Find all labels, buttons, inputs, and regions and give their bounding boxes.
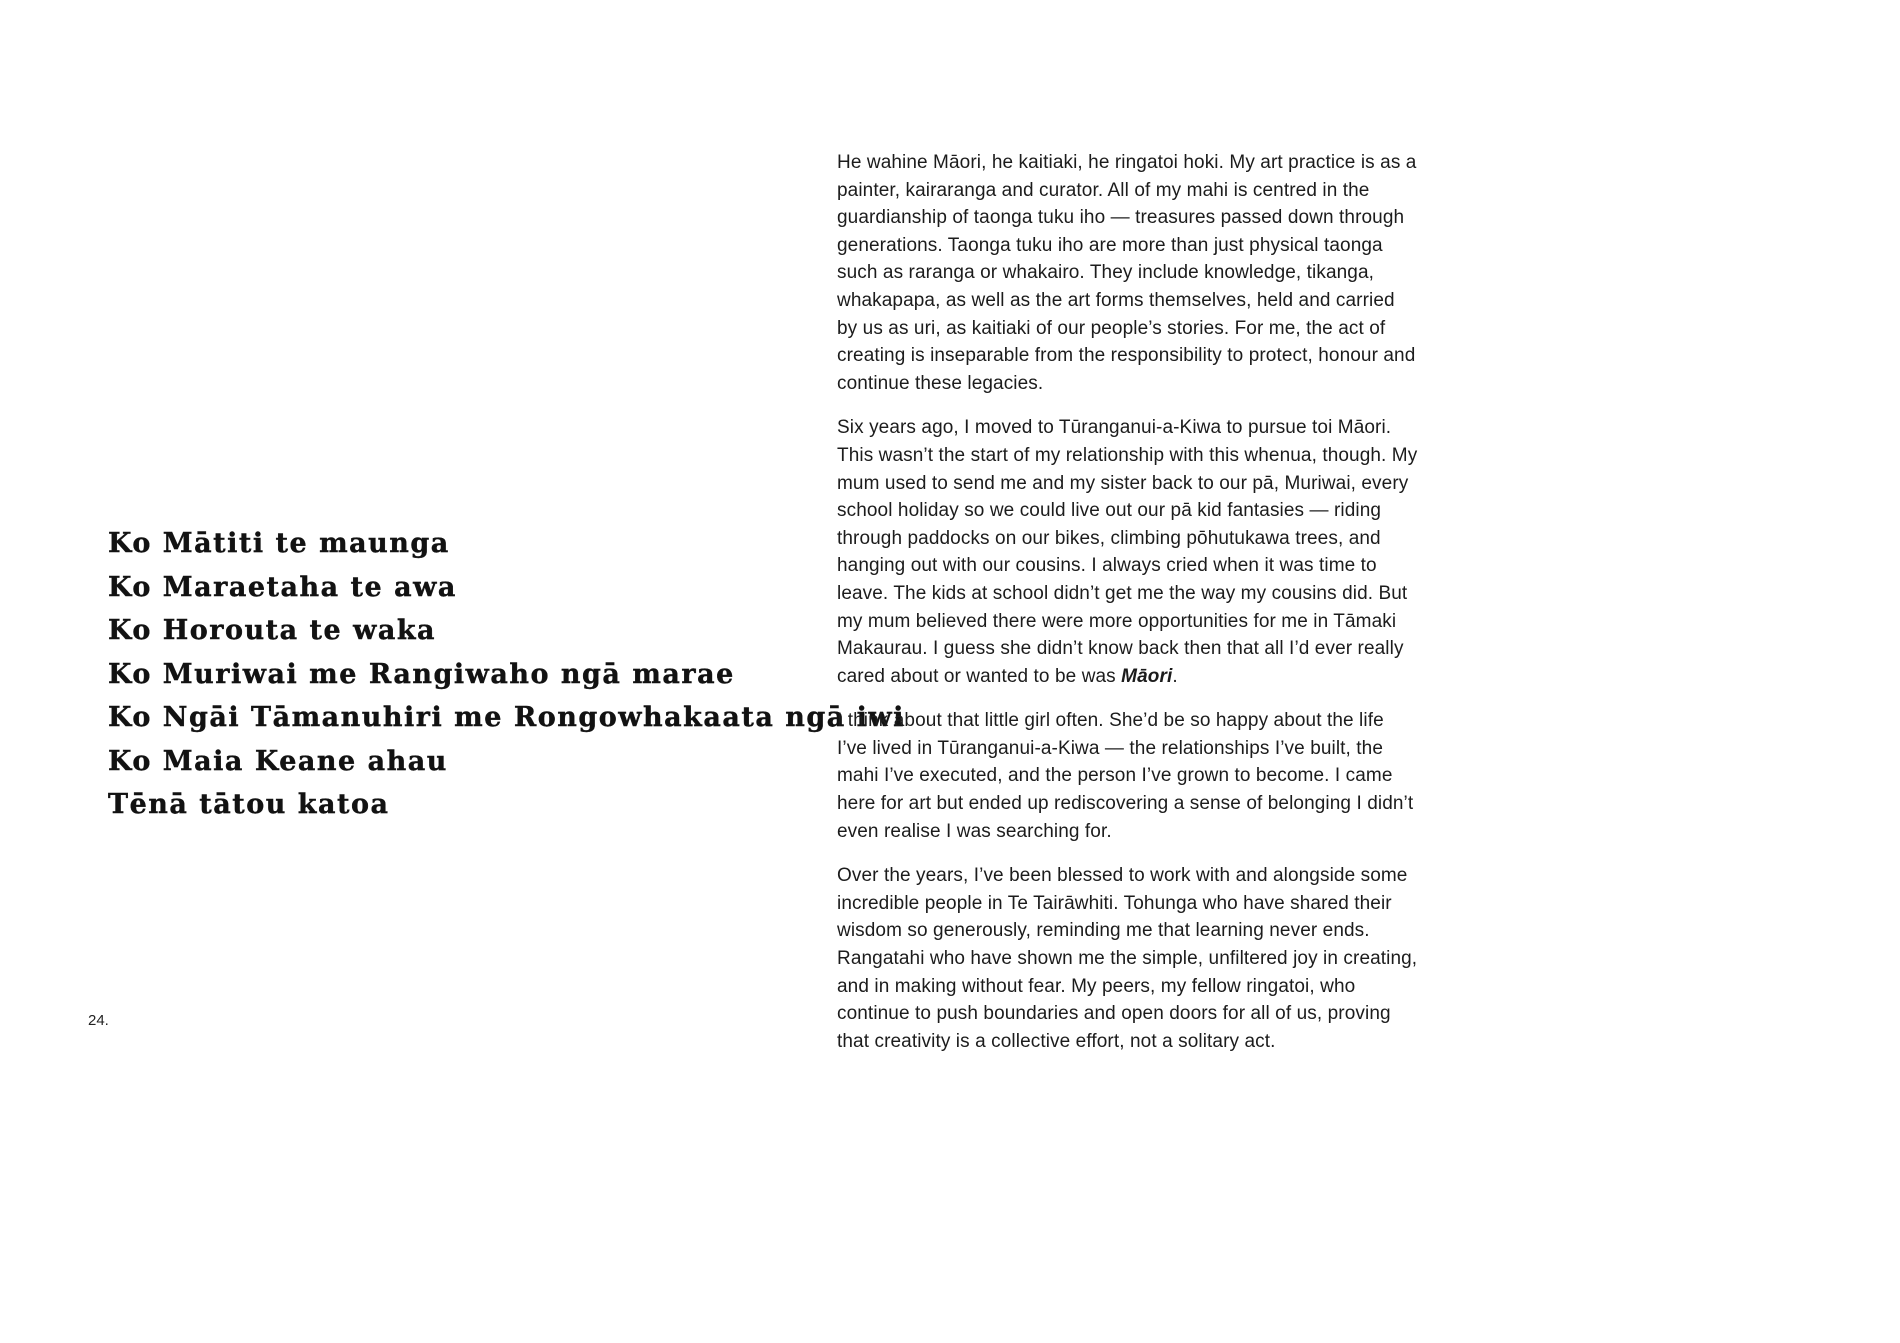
emphasized-word-maori: Māori [1121,665,1173,687]
pepeha-line-marae: Ko Muriwai me Rangiwaho ngā marae [108,658,735,690]
body-text-column [837,149,1419,1072]
pepeha-line-awa: Ko Maraetaha te awa [108,571,457,603]
pepeha-line-name: Ko Maia Keane ahau [108,745,448,777]
page-number: 24. [88,1012,109,1029]
paragraph-two-text: Six years ago, I moved to Tūranganui-a-Kiwa to pursue toi Māori. This wasn’t the start of my relationship with this whenua, though. My mum used to send me and my sister back to our pā, Muriwai, every school holiday so we could live out our pā kid fantasies — riding through paddocks on our bikes, climbing pōhutukawa trees, and hanging out with our cousins. I always cried when it was time to leave. The kids at school didn’t get me the way my cousins did. But my mum believed there were more opportunities for me in Tāmaki Makaurau. I guess she didn’t know back then that all I’d ever really cared about or wanted to be was [837,417,1418,687]
pepeha-block [108,522,905,827]
pepeha-line-maunga: Ko Mātiti te maunga [108,528,450,559]
pepeha-line-greeting: Tēnā tātou katoa [108,789,390,820]
pepeha-line-iwi: Ko Ngāi Tāmanuhiri me Rongowhakaata ngā iwi [108,702,905,733]
paragraph-six-years-ago [837,414,1419,690]
paragraph-art-practice: He wahine Māori, he kaitiaki, he ringatoi hoki. My art practice is as a painter, kairaranga and curator. All of my mahi is centred in the guardianship of taonga tuku iho — treasures passed down through generations. Taonga tuku iho are more than just physical taonga such as raranga or whakairo. They include knowledge, tikanga, whakapapa, as well as the art forms themselves, held and carried by us as uri, as kaitiaki of our people’s stories. For me, the act of creating is inseparable from the responsibility to protect, honour and continue these legacies. [837,152,1417,394]
pepeha-line-waka: Ko Horouta te waka [108,615,437,646]
paragraph-two-period: . [1172,665,1178,687]
paragraph-little-girl: I think about that little girl often. She’d be so happy about the life I’ve lived in Tūranganui-a-Kiwa — the relationships I’ve built, the mahi I’ve executed, and the person I’ve grown to become. I came here for art but ended up rediscovering a sense of belonging I didn’t even realise I was searching for. [837,710,1414,842]
paragraph-over-the-years: Over the years, I’ve been blessed to work with and alongside some incredible people in Te Tairāwhiti. Tohunga who have shared their wisdom so generously, reminding me that learning never ends. Rangatahi who have shown me the simple, unfiltered joy in creating, and in making without fear. My peers, my fellow ringatoi, who continue to push boundaries and open doors for all of us, proving that creativity is a collective effort, not a solitary act. [837,865,1418,1052]
